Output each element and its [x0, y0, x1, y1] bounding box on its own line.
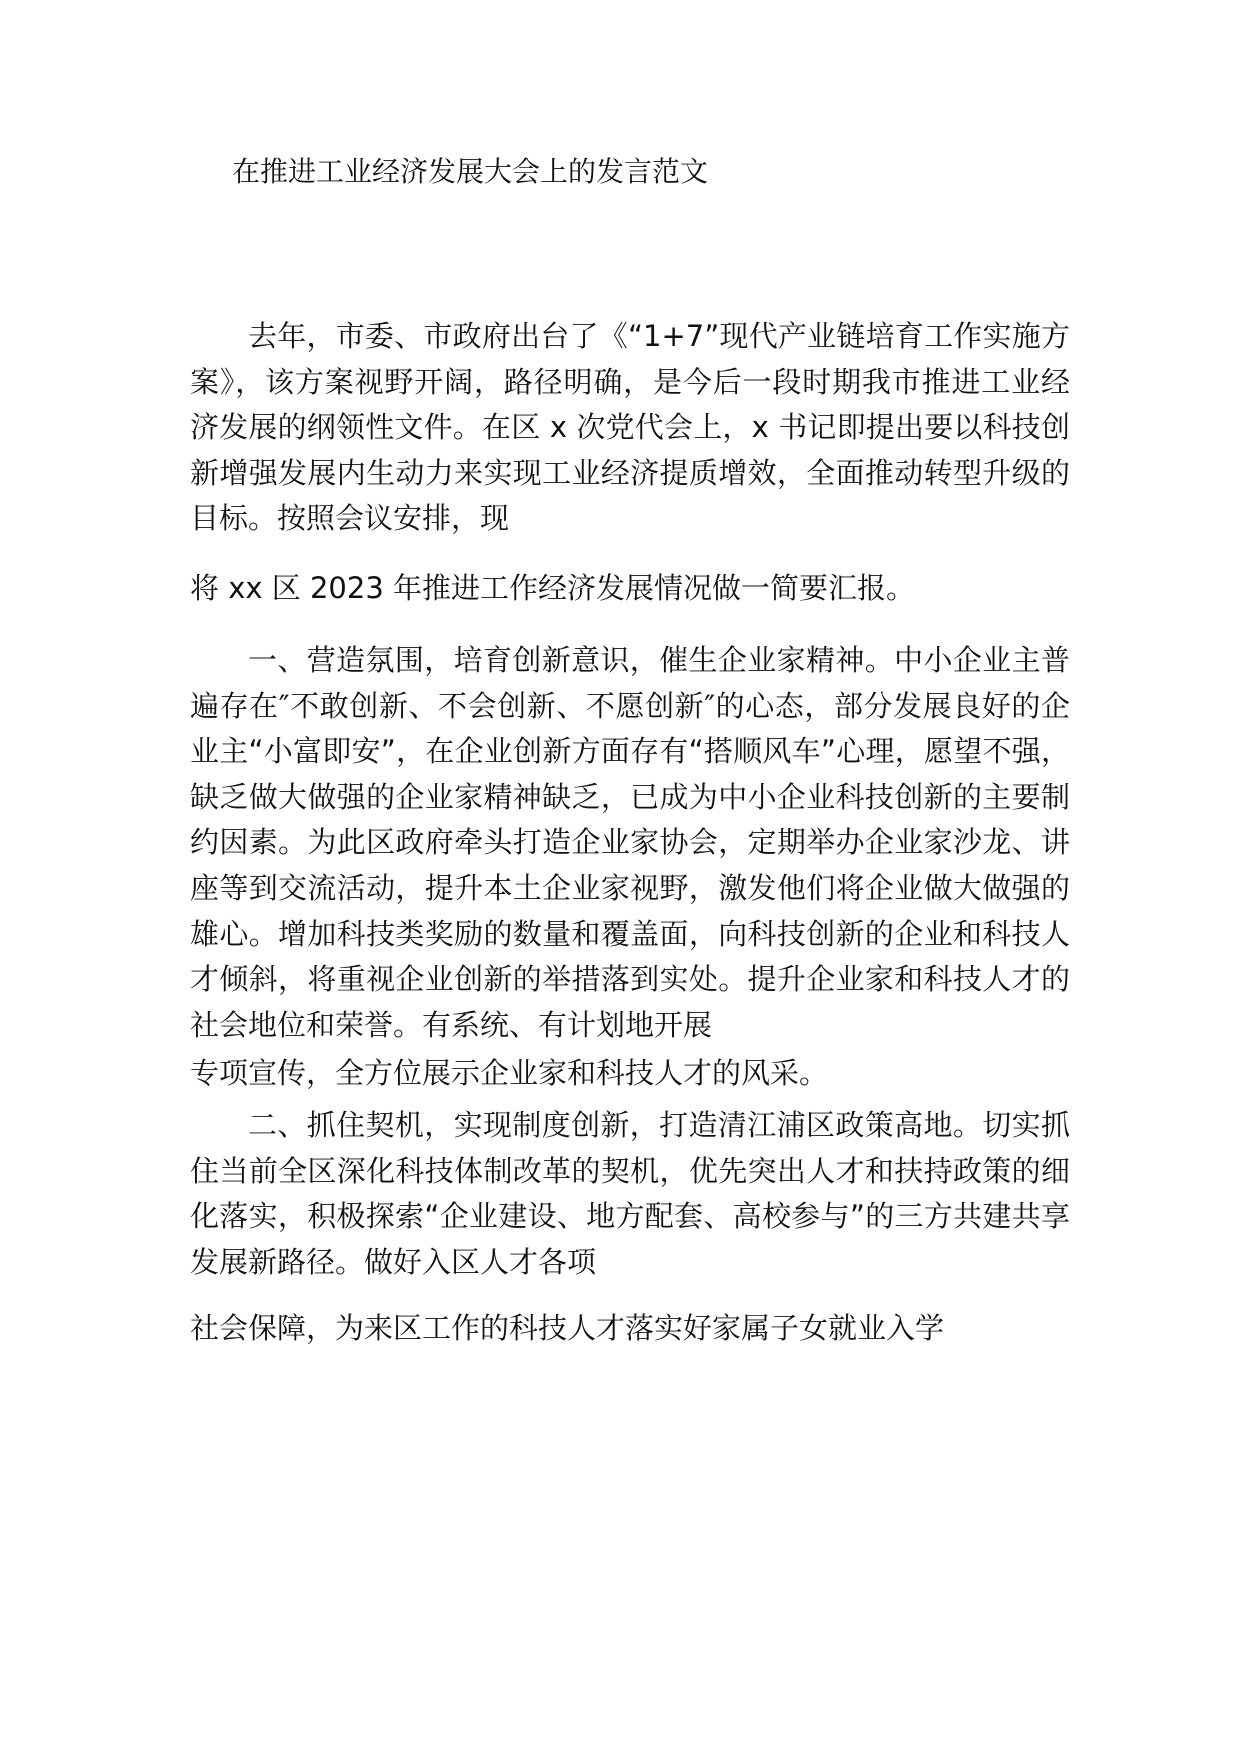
paragraph-section-two: 二、抓住契机，实现制度创新，打造清江浦区政策高地。切实抓住当前全区深化科技体制改革的契机，优先突出人才和扶持政策的细化落实，积极探索“企业建设、地方配套、高校参与”的三方共建共享发展新路径。做好入区人才各项	[190, 1108, 1070, 1279]
document-title: 在推进工业经济发展大会上的发言范文	[232, 155, 709, 188]
paragraph-social-security: 社会保障，为来区工作的科技人才落实好家属子女就业入学	[190, 1311, 945, 1345]
paragraph-section-one-end: 专项宣传，全方位展示企业家和科技人才的风采。	[190, 1056, 829, 1090]
paragraph-intro: 去年，市委、市政府出台了《“1+7”现代产业链培育工作实施方案》，该方案视野开阔，路径明确，是今后一段时期我市推进工业经济发展的纲领性文件。在区 x 次党代会上，x 书记即提出要以科技创新增强发展内生动力来实现工业经济提质增效，全面推动转型升级的目标。按照会议安排，现	[190, 319, 1070, 536]
paragraph-report: 将 xx 区 2023 年推进工作经济发展情况做一简要汇报。	[190, 571, 916, 605]
paragraph-section-one: 一、营造氛围，培育创新意识，催生企业家精神。中小企业主普遍存在″不敢创新、不会创新、不愿创新″的心态，部分发展良好的企业主“小富即安”，在企业创新方面存有“搭顺风车”心理，愿望不强，缺乏做大做强的企业家精神缺乏，已成为中小企业科技创新的主要制约因素。为此区政府牵头打造企业家协会，定期举办企业家沙龙、讲座等到交流活动，提升本土企业家视野，激发他们将企业做大做强的雄心。增加科技类奖励的数量和覆盖面，向科技创新的企业和科技人才倾斜，将重视企业创新的举措落到实处。提升企业家和科技人才的社会地位和荣誉。有系统、有计划地开展	[190, 643, 1070, 1042]
